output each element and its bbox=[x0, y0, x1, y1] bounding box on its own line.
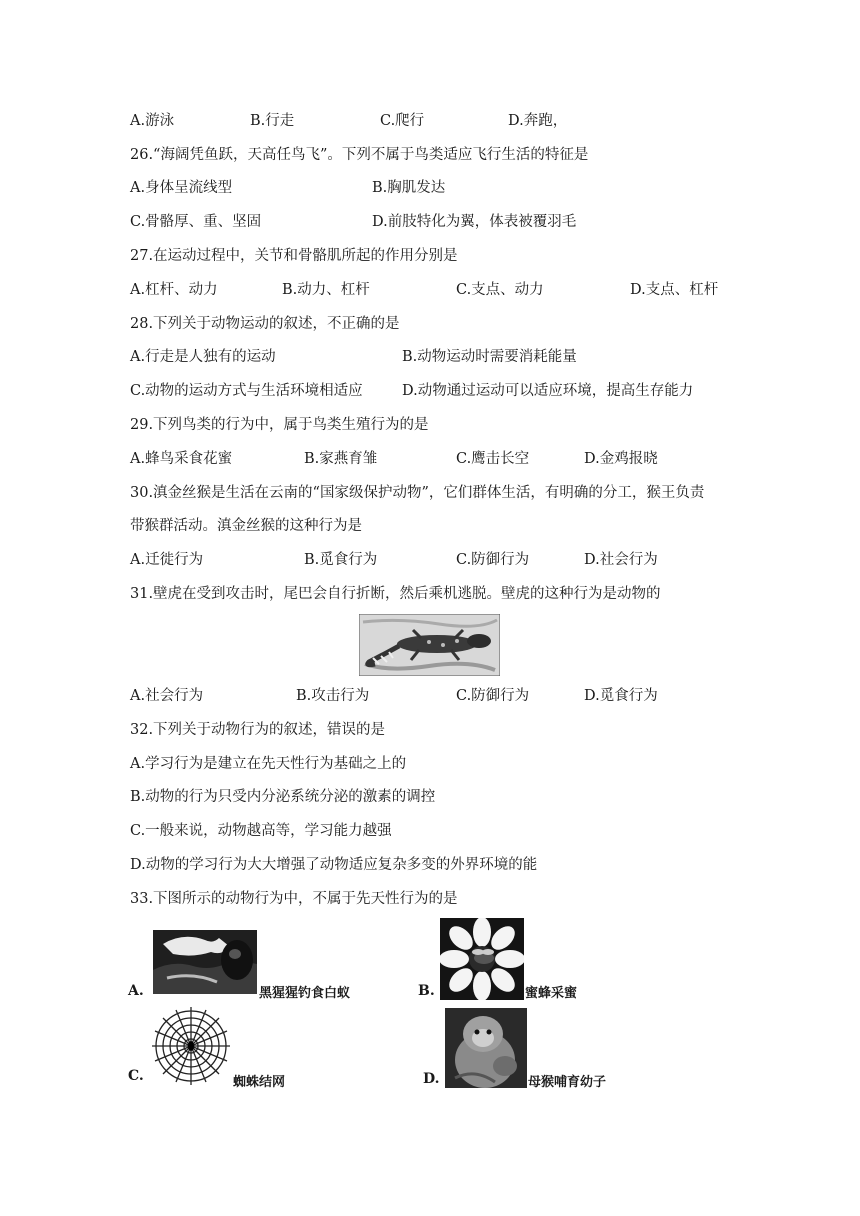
q32-option-d: D.动物的学习行为大大增强了动物适应复杂多变的外界环境的能 bbox=[130, 857, 538, 873]
q32-option-b: B.动物的行为只受内分泌系统分泌的激素的调控 bbox=[130, 789, 436, 805]
figure-a-letter: A. bbox=[128, 983, 144, 999]
q29-stem: 29.下列鸟类的行为中，属于鸟类生殖行为的是 bbox=[130, 417, 429, 433]
figure-d-letter: D. bbox=[423, 1071, 440, 1087]
figure-c-letter: C. bbox=[128, 1068, 144, 1084]
q28-option-d: D.动物通过运动可以适应环境，提高生存能力 bbox=[402, 383, 694, 399]
q29-option-b: B.家燕育雏 bbox=[304, 451, 378, 467]
figure-a-caption: 黑猩猩钓食白蚁 bbox=[259, 986, 351, 1001]
q30-option-d: D.社会行为 bbox=[584, 552, 658, 568]
gecko-image bbox=[359, 614, 500, 676]
q29-option-c: C.鹰击长空 bbox=[456, 451, 530, 467]
q27-stem: 27.在运动过程中，关节和骨骼肌所起的作用分别是 bbox=[130, 248, 458, 264]
q28-option-b: B.动物运动时需要消耗能量 bbox=[402, 349, 577, 365]
q30-option-a: A.迁徙行为 bbox=[130, 552, 204, 568]
q27-option-c: C.支点、动力 bbox=[456, 282, 544, 298]
q31-option-d: D.觅食行为 bbox=[584, 688, 658, 704]
q32-option-a: A.学习行为是建立在先天性行为基础之上的 bbox=[130, 756, 407, 772]
q30-stem-line2: 带猴群活动。滇金丝猴的这种行为是 bbox=[130, 518, 362, 534]
q31-option-a: A.社会行为 bbox=[130, 688, 204, 704]
q25-option-d: D.奔跑， bbox=[508, 113, 568, 129]
q27-option-a: A.杠杆、动力 bbox=[130, 282, 218, 298]
spider-web-image bbox=[150, 1005, 232, 1087]
q31-stem: 31.壁虎在受到攻击时，尾巴会自行折断，然后乘机逃脱。壁虎的这种行为是动物的 bbox=[130, 586, 661, 602]
q29-option-a: A.蜂鸟采食花蜜 bbox=[130, 451, 233, 467]
q25-option-c: C.爬行 bbox=[380, 113, 425, 129]
q28-option-c: C.动物的运动方式与生活环境相适应 bbox=[130, 383, 363, 399]
q31-option-b: B.攻击行为 bbox=[296, 688, 370, 704]
q28-stem: 28.下列关于动物运动的叙述，不正确的是 bbox=[130, 316, 400, 332]
figure-b-letter: B. bbox=[418, 983, 435, 999]
q27-option-d: D.支点、杠杆 bbox=[630, 282, 719, 298]
figure-b-caption: 蜜蜂采蜜 bbox=[525, 986, 578, 1001]
chimpanzee-image bbox=[153, 930, 257, 994]
monkey-image bbox=[445, 1008, 527, 1088]
q25-option-a: A.游泳 bbox=[130, 113, 175, 129]
q29-option-d: D.金鸡报晓 bbox=[584, 451, 658, 467]
q25-option-b: B.行走 bbox=[250, 113, 295, 129]
q30-option-b: B.觅食行为 bbox=[304, 552, 378, 568]
q26-option-d: D.前肢特化为翼，体表被覆羽毛 bbox=[372, 214, 577, 230]
q26-stem: 26.“海阔凭鱼跃，天高任鸟飞”。下列不属于鸟类适应飞行生活的特征是 bbox=[130, 147, 589, 163]
bee-flower-image bbox=[440, 918, 524, 1000]
figure-d-caption: 母猴哺育幼子 bbox=[528, 1075, 607, 1090]
q27-option-b: B.动力、杠杆 bbox=[282, 282, 370, 298]
q26-option-c: C.骨骼厚、重、坚固 bbox=[130, 214, 262, 230]
q31-option-c: C.防御行为 bbox=[456, 688, 530, 704]
q26-option-a: A.身体呈流线型 bbox=[130, 180, 233, 196]
q28-option-a: A.行走是人独有的运动 bbox=[130, 349, 276, 365]
q30-stem-line1: 30.滇金丝猴是生活在云南的“国家级保护动物”，它们群体生活，有明确的分工，猴王负责 bbox=[130, 485, 705, 501]
q30-option-c: C.防御行为 bbox=[456, 552, 530, 568]
q32-option-c: C.一般来说，动物越高等，学习能力越强 bbox=[130, 823, 392, 839]
q26-option-b: B.胸肌发达 bbox=[372, 180, 446, 196]
q32-stem: 32.下列关于动物行为的叙述，错误的是 bbox=[130, 722, 386, 738]
figure-c-caption: 蜘蛛结网 bbox=[233, 1075, 286, 1090]
q33-stem: 33.下图所示的动物行为中，不属于先天性行为的是 bbox=[130, 891, 458, 907]
